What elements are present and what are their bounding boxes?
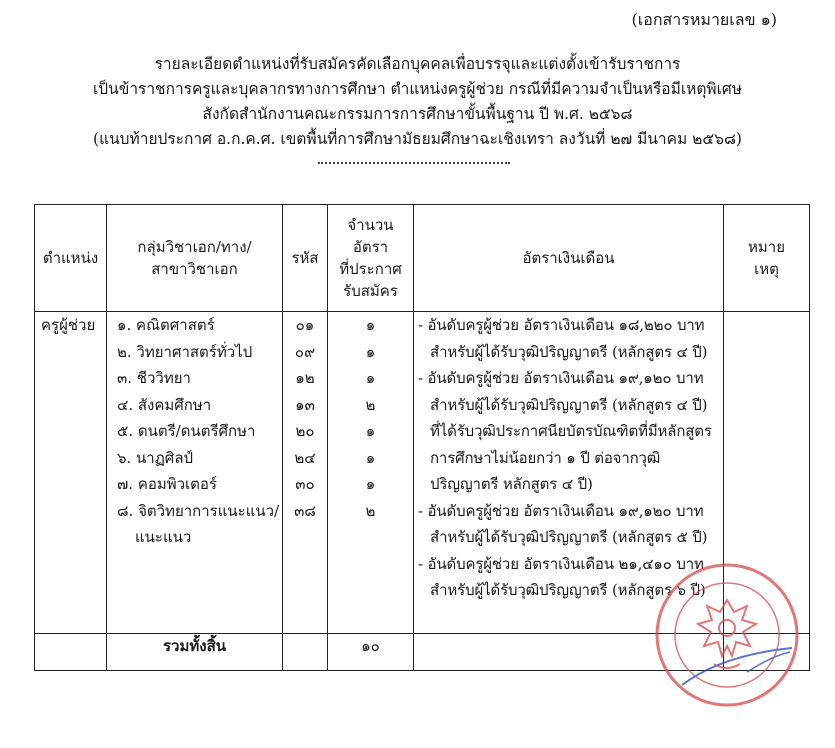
count-item: ๑: [365, 369, 376, 387]
header-count: จำนวน อัตรา ที่ประกาศ รับสมัคร: [328, 205, 414, 312]
dotted-separator: [318, 162, 510, 164]
code-item: ๓๐: [295, 475, 315, 493]
salary-line: การศึกษาไม่น้อยกว่า ๑ ปี ต่อจากวุฒิ: [430, 448, 661, 467]
title-line: (แนบท้ายประกาศ อ.ก.ค.ศ. เขตพื้นที่การศึกษามัธยมศึกษาฉะเชิงเทรา ลงวันที่ ๒๗ มีนาคม ๒๕๖๘): [93, 130, 742, 148]
header-position: ตำแหน่ง: [35, 205, 107, 312]
title-line: สังกัดสำนักงานคณะกรรมการการศึกษาขั้นพื้นฐาน ปี พ.ศ. ๒๕๖๘: [202, 105, 633, 123]
salary-cell: [414, 312, 724, 634]
total-empty-cell: [35, 634, 107, 671]
table-header-row: [35, 205, 810, 312]
total-row: [35, 634, 810, 671]
code-item: ๒๔: [294, 448, 316, 467]
salary-line: - อันดับครูผู้ช่วย อัตราเงินเดือน ๒๑,๔๑๐ บาท: [418, 554, 704, 573]
salary-line: สำหรับผู้ได้รับวุฒิปริญญาตรี (หลักสูตร ๔ ปี): [430, 395, 708, 414]
subject-item: ๒. วิทยาศาสตร์ทั่วไป: [117, 342, 253, 361]
count-item: ๒: [365, 501, 376, 520]
salary-line: - อันดับครูผู้ช่วย อัตราเงินเดือน ๑๘,๒๒๐ บาท: [418, 316, 705, 334]
subject-item: ๘. จิตวิทยาการแนะแนว/: [117, 501, 280, 520]
positions-table: [34, 204, 810, 671]
total-empty-cell: [283, 634, 328, 671]
document-reference: (เอกสารหมายเลข ๑): [631, 10, 777, 29]
subject-cell: [107, 312, 283, 634]
code-item: ๐๑: [295, 316, 315, 334]
salary-line: ที่ได้รับวุฒิประกาศนียบัตรบัณฑิตที่มีหลักสูตร: [430, 422, 712, 440]
count-item: ๑: [365, 448, 376, 467]
salary-line: ปริญญาตรี หลักสูตร ๔ ปี): [430, 475, 593, 493]
salary-line: สำหรับผู้ได้รับวุฒิปริญญาตรี (หลักสูตร ๔ ปี): [430, 342, 708, 361]
subject-item: แนะแนว: [135, 528, 192, 546]
code-item: ๑๓: [295, 395, 315, 414]
count-item: ๑: [365, 342, 376, 361]
header-code: รหัส: [283, 205, 328, 312]
code-item: ๑๒: [295, 369, 315, 387]
code-item: ๓๘: [294, 501, 316, 520]
header-subject: กลุ่มวิชาเอก/ทาง/ สาขาวิชาเอก: [107, 205, 283, 312]
salary-line: สำหรับผู้ได้รับวุฒิปริญญาตรี (หลักสูตร ๖ ปี): [430, 581, 706, 599]
table-row: [35, 312, 810, 634]
salary-line: - อันดับครูผู้ช่วย อัตราเงินเดือน ๑๙,๑๒๐ บาท: [418, 501, 704, 520]
code-item: ๒๐: [295, 422, 315, 440]
position-cell: [35, 312, 107, 634]
subject-item: ๑. คณิตศาสตร์: [117, 316, 215, 334]
header-note: หมาย เหตุ: [724, 205, 810, 312]
header-salary: อัตราเงินเดือน: [414, 205, 724, 312]
code-cell: [283, 312, 328, 634]
note-cell: [724, 312, 810, 634]
count-item: ๒: [365, 395, 376, 414]
total-empty-cell: [724, 634, 810, 671]
subject-item: ๕. ดนตรี/ดนตรีศึกษา: [117, 422, 256, 440]
subject-item: ๗. คอมพิวเตอร์: [117, 475, 217, 493]
subject-item: ๔. สังคมศึกษา: [117, 395, 212, 414]
title-line: เป็นข้าราชการครูและบุคลากรทางการศึกษา ตำแหน่งครูผู้ช่วย กรณีที่มีความจำเป็นหรือมีเหตุพิเศษ: [92, 80, 742, 98]
total-label: รวมทั้งสิ้น: [107, 634, 283, 671]
count-item: ๑: [365, 316, 376, 334]
subject-item: ๓. ชีววิทยา: [117, 369, 191, 387]
salary-line: สำหรับผู้ได้รับวุฒิปริญญาตรี (หลักสูตร ๕ ปี): [430, 528, 708, 546]
total-value: ๑๐: [328, 634, 414, 671]
title-line: รายละเอียดตำแหน่งที่รับสมัครคัดเลือกบุคคลเพื่อบรรจุและแต่งตั้งเข้ารับราชการ: [154, 55, 681, 73]
document-title: [40, 52, 795, 152]
position-name: ครูผู้ช่วย: [41, 316, 96, 334]
count-item: ๑: [365, 475, 376, 493]
total-empty-cell: [414, 634, 724, 671]
subject-item: ๖. นาฏศิลป์: [117, 448, 194, 467]
code-item: ๐๙: [294, 342, 316, 361]
count-cell: [328, 312, 414, 634]
salary-line: - อันดับครูผู้ช่วย อัตราเงินเดือน ๑๙,๑๒๐ บาท: [418, 369, 704, 387]
count-item: ๑: [365, 422, 376, 440]
